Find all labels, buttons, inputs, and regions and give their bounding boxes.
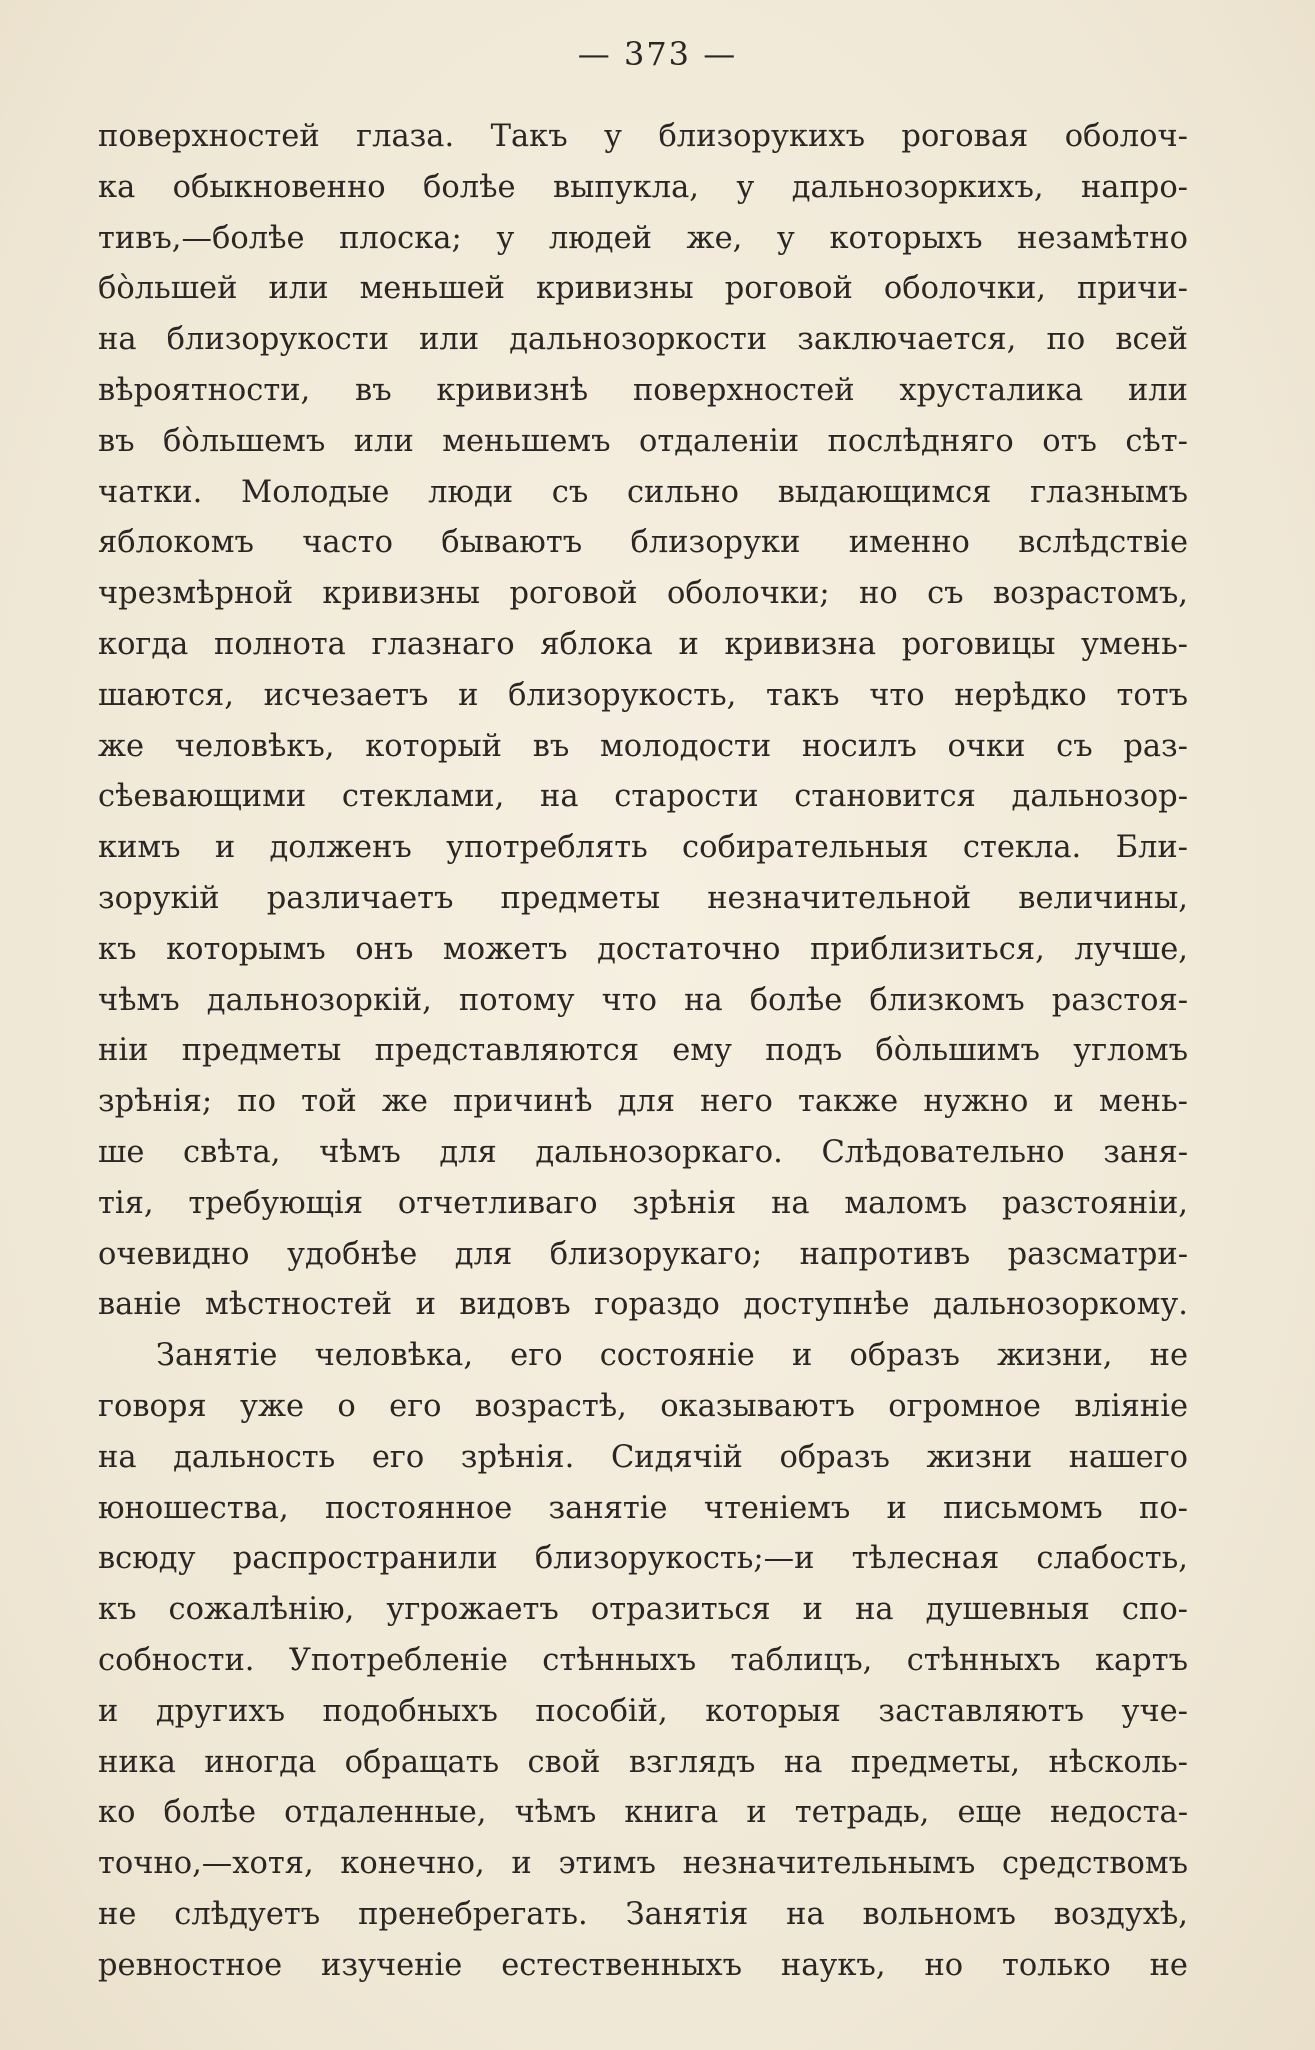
text-line: на дальность его зрѣнія. Сидячій образъ жизни нашего [98, 1439, 1188, 1475]
text-line: всюду распространили близорукость;—и тѣлесная слабость, [98, 1541, 1188, 1577]
text-line: собности. Употребленіе стѣнныхъ таблицъ, стѣнныхъ картъ [98, 1642, 1188, 1678]
text-line: ваніе мѣстностей и видовъ гораздо доступнѣе дальнозоркому. [98, 1287, 1188, 1323]
text-line: сѣевающими стеклами, на старости становится дальнозор- [98, 779, 1188, 815]
text-line: въ бо̀льшемъ или меньшемъ отдаленіи послѣдняго отъ сѣт- [98, 423, 1188, 459]
text-line: очевидно удобнѣе для близорукаго; напротивъ разсматри- [98, 1236, 1188, 1272]
text-line: вѣроятности, въ кривизнѣ поверхностей хрусталика или [98, 372, 1188, 408]
text-line: яблокомъ часто бываютъ близоруки именно вслѣдствіе [98, 525, 1188, 561]
text-line: поверхностей глаза. Такъ у близорукихъ роговая оболоч- [98, 119, 1188, 154]
text-line: шаются, исчезаетъ и близорукость, такъ что нерѣдко тотъ [98, 677, 1188, 713]
text-line: на близорукости или дальнозоркости заключается, по всей [98, 322, 1188, 358]
text-line: бо̀льшей или меньшей кривизны роговой оболочки, причи- [98, 271, 1188, 307]
text-line: не слѣдуетъ пренебрегать. Занятія на вольномъ воздухѣ, [98, 1896, 1188, 1932]
text-line: чатки. Молодые люди съ сильно выдающимся глазнымъ [98, 474, 1188, 510]
text-line: говоря уже о его возрастѣ, оказываютъ огромное вліяніе [98, 1388, 1188, 1424]
text-line: кимъ и долженъ употреблять собирательныя стекла. Бли- [98, 830, 1188, 866]
text-line: къ которымъ онъ можетъ достаточно приблизиться, лучше, [98, 931, 1188, 967]
page-number: — 373 — [577, 35, 738, 73]
text-line: тивъ,—болѣе плоска; у людей же, у которыхъ незамѣтно [98, 220, 1188, 256]
text-line: юношества, постоянное занятіе чтеніемъ и письмомъ по- [98, 1490, 1188, 1526]
text-line: ше свѣта, чѣмъ для дальнозоркаго. Слѣдовательно заня- [98, 1134, 1188, 1170]
text-line: когда полнота глазнаго яблока и кривизна роговицы умень- [98, 626, 1188, 662]
text-line: же человѣкъ, который въ молодости носилъ очки съ раз- [98, 728, 1188, 764]
text-line: ка обыкновенно болѣе выпукла, у дальнозоркихъ, напро- [98, 169, 1188, 205]
body-text [98, 112, 1188, 1991]
text-line: тія, требующія отчетливаго зрѣнія на маломъ разстояніи, [98, 1185, 1188, 1221]
text-line: ника иногда обращать свой взглядъ на предметы, нѣсколь- [98, 1744, 1188, 1780]
text-line: ко болѣе отдаленные, чѣмъ книга и тетрадь, еще недоста- [98, 1795, 1188, 1831]
text-line: чѣмъ дальнозоркій, потому что на болѣе близкомъ разстоя- [98, 982, 1188, 1018]
text-line: точно,—хотя, конечно, и этимъ незначительнымъ средствомъ [98, 1846, 1188, 1882]
text-line: къ сожалѣнію, угрожаетъ отразиться и на душевныя спо- [98, 1592, 1188, 1628]
text-line: зрѣнія; по той же причинѣ для него также нужно и мень- [98, 1084, 1188, 1120]
text-line: ніи предметы представляются ему подъ бо̀льшимъ угломъ [98, 1033, 1188, 1069]
text-line: зорукій различаетъ предметы незначительной величины, [98, 880, 1188, 916]
text-line: чрезмѣрной кривизны роговой оболочки; но съ возрастомъ, [98, 576, 1188, 612]
text-line: ревностное изученіе естественныхъ наукъ, но только не [98, 1947, 1188, 1983]
text-line: и другихъ подобныхъ пособій, которыя заставляютъ уче- [98, 1693, 1188, 1729]
text-line: Занятіе человѣка, его состояніе и образъ жизни, не [156, 1338, 1188, 1374]
